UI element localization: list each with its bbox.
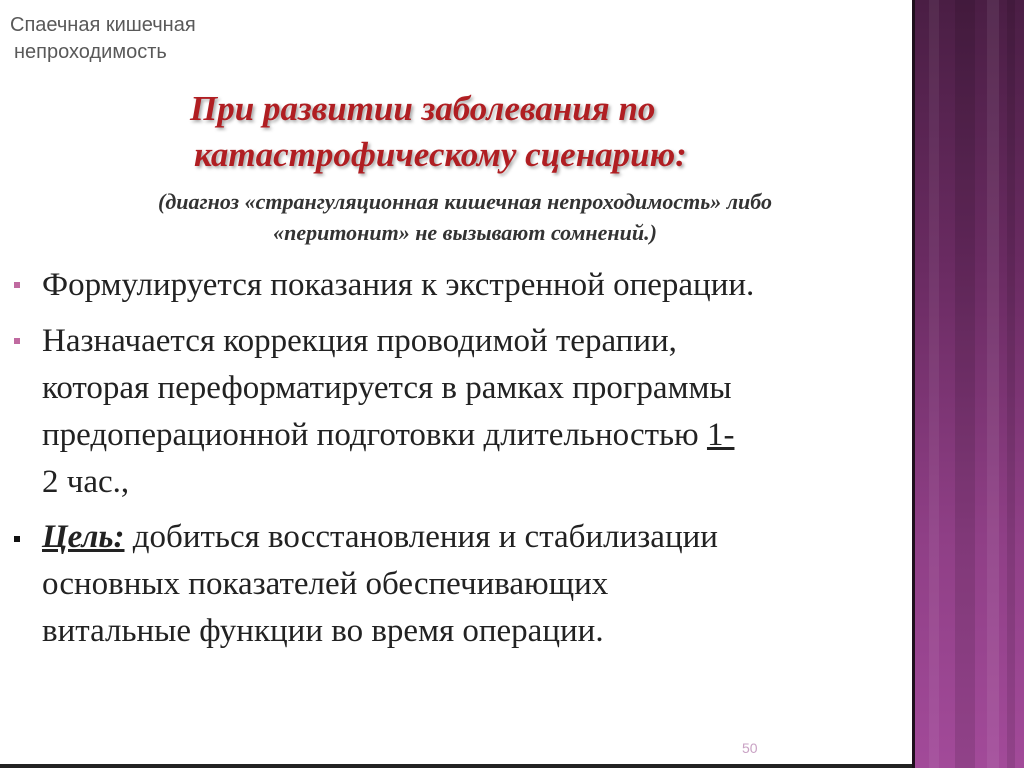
- duration-value: 1-: [706, 417, 735, 453]
- side-decoration-panel: [912, 0, 1024, 768]
- diagnosis-note-line-2: «перитонит» не вызывают сомнений.): [273, 220, 657, 245]
- decorative-stripe: [1007, 0, 1015, 768]
- bullet-text: [42, 514, 902, 655]
- bullet-marker: [14, 282, 20, 288]
- bullet-text: [42, 262, 902, 309]
- slide-heading: [190, 86, 810, 178]
- goal-label: Цель:: [42, 519, 125, 555]
- decorative-stripe: [987, 0, 999, 768]
- bullet-line-text: добиться восстановления и стабилизации: [124, 519, 718, 555]
- bullet-text: [42, 318, 902, 506]
- heading-line-1: При развитии заболевания по: [190, 89, 656, 128]
- decorative-stripe: [955, 0, 975, 768]
- heading-line-2: катастрофическому сценарию:: [194, 135, 687, 174]
- slide-topic-line-2: непроходимость: [14, 41, 167, 63]
- slide-bottom-border: [0, 764, 912, 768]
- bullet-line: Назначается коррекция проводимой терапии,: [42, 323, 677, 359]
- page-number: 50: [742, 740, 758, 756]
- decorative-stripe: [929, 0, 939, 768]
- bullet-line: основных показателей обеспечивающих: [42, 566, 609, 602]
- bullet-line-text: предоперационной подготовки длительностью: [42, 417, 707, 453]
- slide-topic: [10, 12, 270, 66]
- bullet-line: которая переформатируется в рамках программы: [42, 370, 732, 406]
- bullet-line: [42, 514, 902, 561]
- bullet-marker: [14, 536, 20, 542]
- bullet-line: Формулируется показания к экстренной операции.: [42, 267, 755, 303]
- bullet-line: 2 час.,: [42, 464, 130, 500]
- diagnosis-note: [40, 186, 890, 248]
- bullet-line: [42, 412, 902, 459]
- bullet-line: витальные функции во время операции.: [42, 613, 604, 649]
- diagnosis-note-line-1: (диагноз «странгуляционная кишечная непроходимость» либо: [158, 189, 772, 214]
- bullet-marker: [14, 338, 20, 344]
- slide-topic-line-1: Спаечная кишечная: [10, 14, 196, 36]
